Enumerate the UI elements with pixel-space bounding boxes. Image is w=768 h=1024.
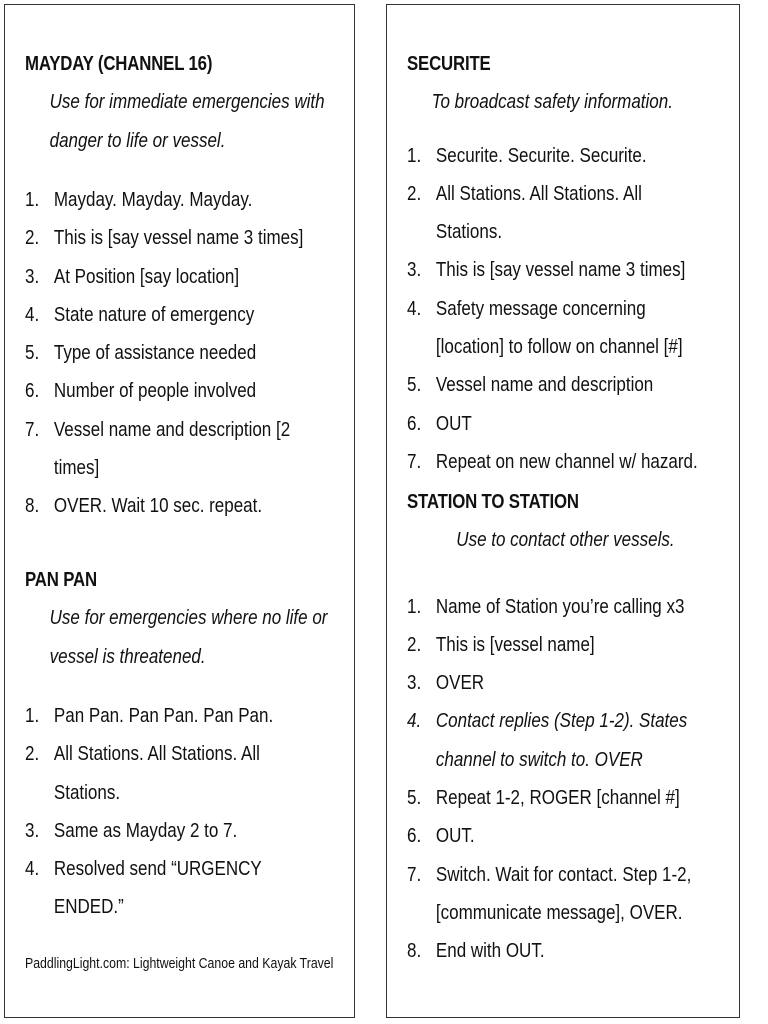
list-item: 5. Vessel name and description: [407, 374, 654, 397]
list-item: 5. Repeat 1-2, ROGER [channel #]: [407, 786, 680, 809]
list-item: 4. Contact replies (Step 1-2). States channel to switch to. OVER: [407, 710, 688, 771]
footer-credit: PaddlingLight.com: Lightweight Canoe and Kayak Travel: [25, 955, 334, 972]
list-item: 3. OVER: [407, 672, 485, 695]
list-item: 2. All Stations. All Stations. All Stations.: [25, 743, 260, 804]
list-item: 6. Number of people involved: [25, 380, 257, 403]
securite-section: [407, 45, 733, 481]
securite-heading: SECURITE: [407, 53, 491, 75]
left-card: [4, 4, 355, 1018]
list-item: 4. Resolved send “URGENCY ENDED.”: [25, 858, 262, 919]
list-item: 6. OUT: [407, 412, 472, 435]
list-item: 1. Securite. Securite. Securite.: [407, 144, 647, 167]
mayday-subtitle: Use for immediate emergencies with danger to life or vessel.: [49, 91, 325, 152]
securite-subtitle: To broadcast safety information.: [431, 91, 673, 113]
panpan-section: [25, 561, 348, 927]
right-card: [386, 4, 740, 1018]
list-item: 2. This is [vessel name]: [407, 633, 595, 656]
list-item: 7. Repeat on new channel w/ hazard.: [407, 450, 698, 473]
list-item: 4. State nature of emergency: [25, 303, 255, 326]
mayday-section: [25, 45, 348, 526]
list-item: 8. End with OUT.: [407, 940, 545, 963]
list-item: 7. Vessel name and description [2 times]: [25, 418, 291, 480]
station-steps: [407, 588, 733, 971]
panpan-subtitle: Use for emergencies where no life or vessel is threatened.: [49, 607, 328, 668]
mayday-steps: [25, 181, 348, 526]
securite-steps: [407, 137, 733, 482]
list-item: 4. Safety message concerning [location] to follow on channel [#]: [407, 297, 683, 358]
list-item: 3. This is [say vessel name 3 times]: [407, 259, 686, 282]
list-item: 3. At Position [say location]: [25, 265, 240, 288]
list-item: 3. Same as Mayday 2 to 7.: [25, 819, 238, 842]
list-item: 1. Mayday. Mayday. Mayday.: [25, 189, 253, 211]
station-heading: STATION TO STATION: [407, 491, 579, 513]
list-item: 5. Type of assistance needed: [25, 342, 257, 365]
list-item: 6. OUT.: [407, 825, 475, 848]
list-item: 7. Switch. Wait for contact. Step 1-2, [communicate message], OVER.: [407, 863, 692, 924]
panpan-heading: PAN PAN: [25, 569, 97, 591]
list-item: 2. All Stations. All Stations. All Stations.: [407, 182, 642, 244]
panpan-steps: [25, 697, 348, 927]
list-item: 2. This is [say vessel name 3 times]: [25, 227, 304, 250]
list-item: 8. OVER. Wait 10 sec. repeat.: [25, 495, 263, 518]
station-section: [407, 483, 733, 970]
list-item: 1. Name of Station you’re calling x3: [407, 595, 685, 618]
mayday-heading: MAYDAY (CHANNEL 16): [25, 53, 213, 75]
station-subtitle: Use to contact other vessels.: [456, 529, 675, 551]
list-item: 1. Pan Pan. Pan Pan. Pan Pan.: [25, 705, 274, 727]
